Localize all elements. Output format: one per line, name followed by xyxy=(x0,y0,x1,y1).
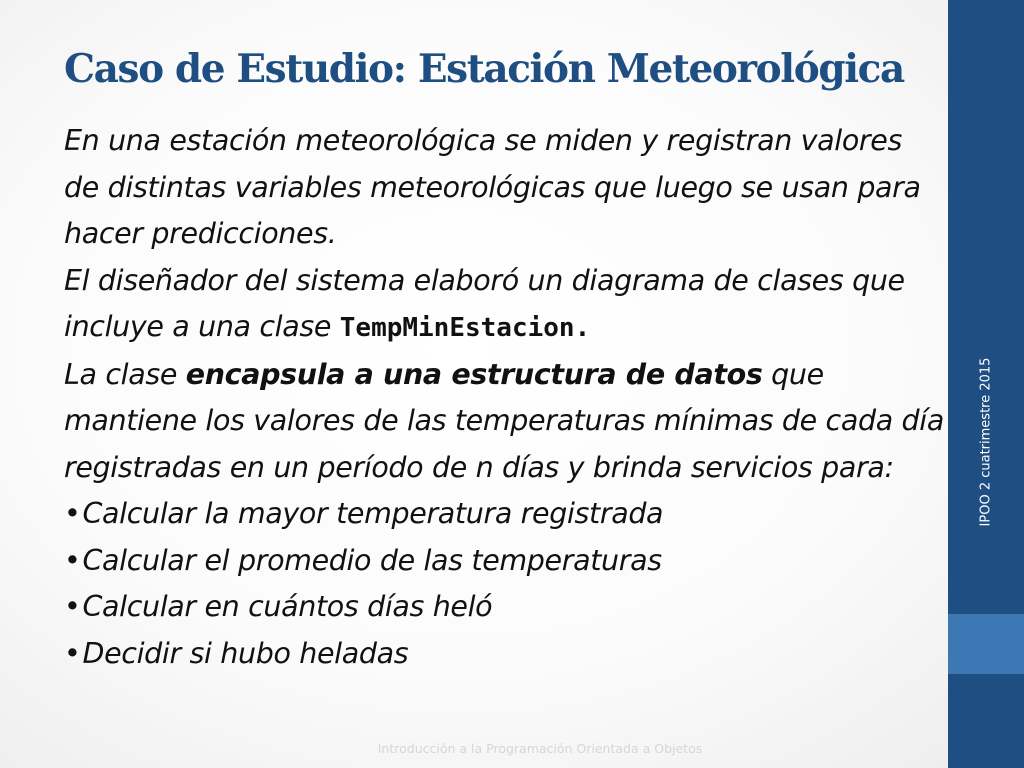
bullet-icon: • xyxy=(64,543,81,577)
bullet-icon: • xyxy=(64,590,81,623)
list-item xyxy=(64,491,944,538)
list-item-text: Calcular el promedio de las temperaturas xyxy=(82,543,662,577)
period-code: . xyxy=(574,313,591,343)
slide-title: Caso de Estudio: Estación Meteorológica xyxy=(64,46,904,92)
side-label: IPOO 2 cuatrimestre 2015 xyxy=(978,357,994,527)
services-list xyxy=(64,491,944,677)
list-item xyxy=(64,584,944,631)
paragraph-class-start: La clase xyxy=(64,357,186,391)
paragraph-intro: En una estación meteorológica se miden y registran valores de distintas variables meteorológicas que luego se usan para hacer predicciones. xyxy=(64,124,921,250)
list-item-text: Decidir si hubo heladas xyxy=(82,636,409,670)
paragraph-class-end: que mantiene los valores de las temperaturas mínimas de cada día registradas en un período de n días y brinda servicios para: xyxy=(64,357,944,484)
slide-body xyxy=(64,118,944,677)
side-bar-accent xyxy=(948,614,1024,674)
list-item-text: Calcular en cuántos días heló xyxy=(82,590,493,623)
paragraph-class xyxy=(64,352,944,492)
list-item xyxy=(64,538,944,585)
paragraph-designer-text: El diseñador del sistema elaboró un diagrama de clases que incluye a una clase xyxy=(64,263,905,343)
paragraph-designer xyxy=(64,258,944,352)
slide-footer: Introducción a la Programación Orientada a Objetos xyxy=(377,741,703,756)
list-item-text: Calcular la mayor temperatura registrada xyxy=(82,497,664,530)
bullet-icon: • xyxy=(64,636,81,670)
paragraph-class-bold: encapsula a una estructura de datos xyxy=(185,357,763,391)
bullet-icon: • xyxy=(64,497,81,530)
class-name-code: TempMinEstacion xyxy=(339,313,575,343)
list-item xyxy=(64,631,944,678)
